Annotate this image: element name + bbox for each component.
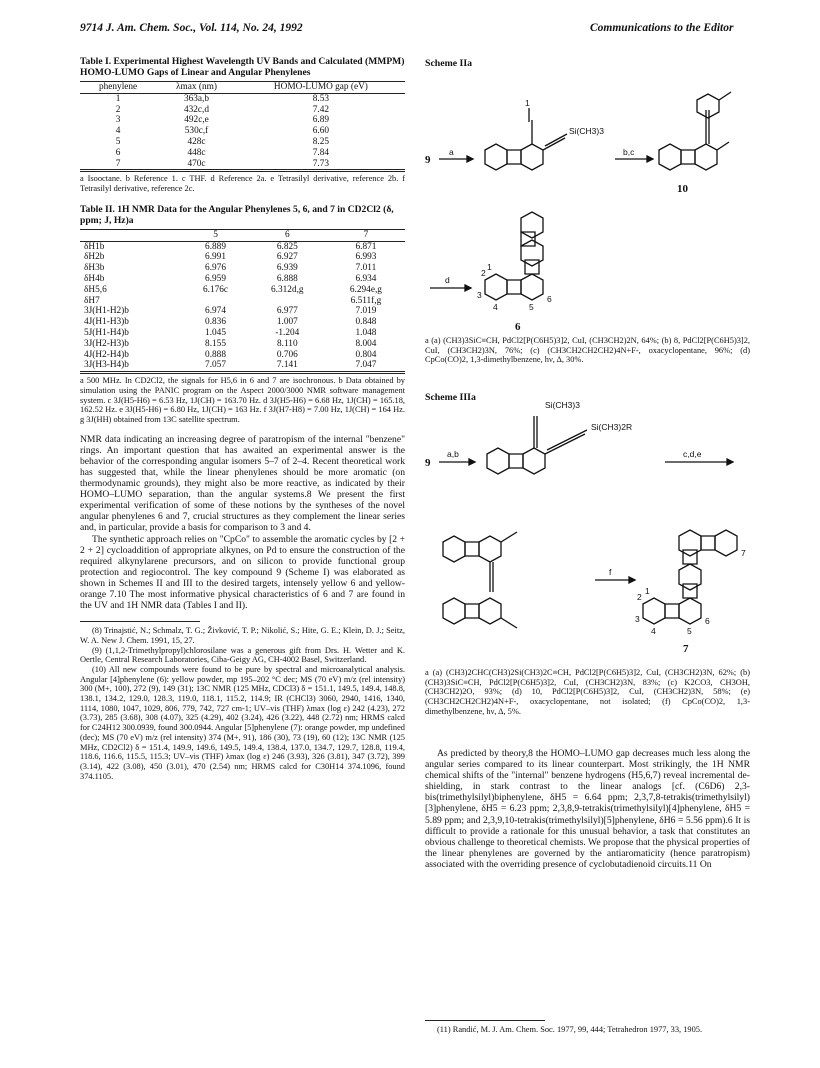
benzene-ring bbox=[443, 536, 465, 562]
table2-row bbox=[80, 241, 405, 252]
table2-cell: δH7 bbox=[84, 295, 100, 306]
benzene-ring bbox=[695, 144, 717, 170]
table1-row bbox=[80, 93, 405, 104]
arrow-head bbox=[727, 459, 733, 465]
table1-row bbox=[80, 105, 405, 116]
benzene-ring bbox=[679, 530, 701, 556]
table1-cell: 428c bbox=[187, 136, 206, 147]
compound-9-label: 9 bbox=[425, 457, 431, 469]
left-column bbox=[80, 56, 405, 781]
table2-cell: 3J(H2-H3)b bbox=[84, 338, 129, 349]
scheme3-figure bbox=[425, 400, 746, 655]
table2-cell: 6.959 bbox=[205, 273, 226, 284]
table2-cell: δH1b bbox=[84, 241, 105, 252]
arrow-label-d: d bbox=[445, 275, 450, 285]
benzene-ring bbox=[521, 144, 543, 170]
table2-cell: 8.110 bbox=[277, 338, 298, 349]
footnote-8: (8) Trinajstić, N.; Schmalz, T. G.; Živković, T. P.; Nikolić, S.; Hite, G. E.; Klein, D. J.; Seitz, W. A. New J. Chem. 1991, 15, 27. bbox=[80, 626, 405, 645]
table1-cell: 8.53 bbox=[312, 93, 330, 104]
atom-label: 4 bbox=[651, 626, 656, 636]
table1-header-row bbox=[80, 82, 405, 94]
compound-7-label: 7 bbox=[683, 643, 689, 655]
table2-cell: 6.871 bbox=[355, 241, 377, 252]
table1-row bbox=[80, 148, 405, 159]
table1-row bbox=[80, 159, 405, 170]
table2-row bbox=[80, 285, 405, 296]
table2-cell: 6.974 bbox=[205, 306, 226, 317]
table2-row bbox=[80, 360, 405, 371]
table2-cell: 8.155 bbox=[205, 338, 226, 349]
table1-cell: 6.89 bbox=[312, 115, 330, 126]
benzene-ring bbox=[485, 144, 507, 170]
table2-cell: 6.934 bbox=[355, 273, 377, 284]
alkyne-bond bbox=[543, 138, 565, 150]
table1-cell: 6.60 bbox=[312, 126, 330, 137]
table2-cell: 6.312d,g bbox=[271, 284, 304, 295]
arrow-label-f: f bbox=[609, 567, 612, 577]
table1-row bbox=[80, 126, 405, 137]
table2-cell: δH5,6 bbox=[84, 284, 107, 295]
atom-label: 5 bbox=[687, 626, 692, 636]
table1-cell: 492c,e bbox=[184, 115, 209, 126]
atom-label: 3 bbox=[635, 614, 640, 624]
table1-cell: 6 bbox=[115, 147, 121, 158]
table2-cell: 1.007 bbox=[276, 317, 298, 328]
running-header-left: 9714 J. Am. Chem. Soc., Vol. 114, No. 24, 1992 bbox=[80, 22, 303, 34]
table1-cell: 2 bbox=[115, 104, 121, 115]
table1-cell: 3 bbox=[115, 115, 121, 126]
table2-cell: 0.706 bbox=[276, 349, 298, 360]
compound-6-label: 6 bbox=[515, 321, 521, 333]
table2-cell: 7.011 bbox=[355, 263, 377, 274]
footnote-10: (10) All new compounds were found to be pure by spectral and microanalytical analysis. Angular [4]phenylene (6): yellow powder, mp 195–202 °C dec; MS (70 eV) m/z (rel intensity) 300 (M+, 100), 272 (9), 149 (31); 13C NMR (125 MHz, CDCl3) δ = 151.1, 149.5, 149.4, 148.8, 138.1, 134.2, 129.0, 128.3, 119.0, 118.1, 115.2, 114.9; IR (CHCl3) 3060, 2940, 1416, 1340, 1114, 1080, 1047, 1029, 806, 779, 742, 727 cm-1; UV–vis (THF) λmax (log ε) 242 (4.23), 272 (3.73), 285 (3.68), 308 (4.07), 325 (4.29), 402 (3.24), 426 (3.22), 448 (2.72) nm; HRMS calcd for C24H12 300.0939, found 300.0944. Angular [5]phenylene (7): orange powder, mp undefined (dec); MS (70 eV) m/z (rel intensity) 374 (M+, 91), 186 (30), 73 (19), 60 (12); 13C NMR (125 MHz, CD2Cl2) δ = 151.4, 149.9, 149.6, 149.5, 149.4, 138.4, 137.0, 134.7, 129.7, 128.8, 119.4, 118.6, 116.6, 115.5, 115.3; UV–vis (THF) λmax (log ε) 246 (3.93), 326 (3.81), 347 (3.72), 399 (3.14), 422 (3.08), 450 (3.01), 470 (2.54) nm; HRMS calcd for C30H14 374.1096, found 374.1105. bbox=[80, 664, 405, 781]
benzene-ring bbox=[679, 564, 701, 590]
atom-label: 3 bbox=[477, 290, 482, 300]
footnote-11: (11) Randić, M. J. Am. Chem. Soc. 1977, 99, 444; Tetrahedron 1977, 33, 1905. bbox=[437, 1025, 703, 1034]
compound-10-label: 10 bbox=[677, 183, 688, 195]
table2-col-header bbox=[80, 229, 183, 241]
table1-cell: 4 bbox=[115, 126, 121, 137]
table2-cell: 1.048 bbox=[355, 327, 377, 338]
alkyne-bond bbox=[545, 434, 585, 454]
atom-label: 6 bbox=[547, 294, 552, 304]
benzene-ring bbox=[487, 448, 509, 474]
benzene-ring bbox=[521, 274, 543, 300]
benzene-ring bbox=[659, 144, 681, 170]
table1-row bbox=[80, 115, 405, 126]
cyclobutadiene-ring bbox=[681, 150, 695, 164]
arrow-label-ab: a,b bbox=[447, 449, 459, 459]
table1 bbox=[80, 81, 405, 170]
arrow-head bbox=[467, 156, 473, 162]
table2-caption: Table II. 1H NMR Data for the Angular Phenylenes 5, 6, and 7 in CD2Cl2 (δ, ppm; J, Hz)a bbox=[80, 203, 394, 226]
table2-cell: δH4b bbox=[84, 273, 105, 284]
table2-col-header: 6 bbox=[248, 229, 327, 241]
table1-cell: 1 bbox=[115, 93, 121, 104]
table2-cell: 6.927 bbox=[276, 252, 298, 263]
alkyne-bond bbox=[717, 142, 729, 150]
table2-header-row bbox=[80, 229, 405, 241]
atom-label: 7 bbox=[741, 548, 746, 558]
arrow-label-a: a bbox=[449, 147, 454, 157]
alkyne-bond bbox=[547, 430, 587, 450]
compound-9-label: 9 bbox=[425, 154, 431, 166]
benzene-ring bbox=[643, 598, 665, 624]
table2-cell bbox=[183, 296, 247, 307]
atom-label-1: 1 bbox=[525, 98, 530, 108]
arrow-label-bc: b,c bbox=[623, 147, 635, 157]
scheme3-footnote: a (a) (CH3)2CHC(CH3)2Si(CH3)2C≡CH, PdCl2[P(C6H5)3]2, CuI, (CH3CH2)3N, 62%; (b) (CH3)3SiC≡CH, PdCl2[P(C6H5)3]2, CuI, (CH3CH2)3N, 83%; (c) K2CO3, CH3OH, (CH3CH2)2O, 93%; (d) 10, PdCl2[P(C6H5)3]2, CuI, (CH3CH2)3N, 58%; (e) (CH3CH2CH2CH2)4N+F-, oxacyclopentane, not isolated; (f) CpCo(CO)2, 1,3-dimethylbenzene, hν, Δ, 5%. bbox=[425, 668, 750, 716]
table2-cell: 6.977 bbox=[276, 306, 298, 317]
cyclobutadiene-ring bbox=[507, 150, 521, 164]
table2-cell: 7.141 bbox=[276, 360, 298, 371]
table1-cell: 7.73 bbox=[312, 158, 330, 169]
table2-row bbox=[80, 296, 405, 307]
footnote-9: (9) (1,1,2-Trimethylpropyl)chlorosilane was a generous gift from Drs. H. Wetter and K. Oertle, Central Research Laboratories, Ciba-Geigy AG, CH-4002 Basel, Switzerland. bbox=[80, 645, 405, 665]
silyl-label: Si(CH3)2R bbox=[591, 422, 633, 432]
table1-cell: 470c bbox=[187, 158, 206, 169]
benzene-ring bbox=[521, 240, 543, 266]
table2-col-header: 7 bbox=[327, 229, 405, 241]
atom-label: 4 bbox=[493, 302, 498, 312]
scheme2-title: Scheme IIa bbox=[425, 58, 473, 69]
scheme3-title: Scheme IIIa bbox=[425, 392, 476, 403]
benzene-ring bbox=[479, 536, 501, 562]
table1-cell: 7.84 bbox=[312, 147, 330, 158]
benzene-ring bbox=[479, 598, 501, 624]
scheme2-footnote: a (a) (CH3)3SiC≡CH, PdCl2[P(C6H5)3]2, CuI, (CH3CH2)2N, 64%; (b) 8, PdCl2[P(C6H5)3]2, CuI, (CH3CH2)3N, 76%; (c) (CH3CH2CH2CH2)4N+F-, oxacyclopentane, 96%; (d) CpCo(CO)2, 1,3-dimethylbenzene, hν, Δ, 30%. bbox=[425, 336, 750, 365]
alkyne-bond bbox=[501, 618, 517, 628]
table2-cell: 6.993 bbox=[355, 252, 377, 263]
arrow-head bbox=[629, 577, 635, 583]
table1-cell: 8.25 bbox=[312, 136, 330, 147]
cyclobutadiene-ring bbox=[665, 604, 679, 618]
benzene-ring bbox=[679, 598, 701, 624]
table1-cell: 5 bbox=[115, 136, 121, 147]
cyclobutadiene-ring bbox=[465, 542, 479, 556]
benzene-ring bbox=[715, 530, 737, 556]
table2-body bbox=[80, 241, 405, 372]
arrow-head bbox=[465, 285, 471, 291]
cyclobutadiene-ring bbox=[525, 260, 539, 274]
atom-label: 2 bbox=[637, 592, 642, 602]
table2-cell: 0.804 bbox=[355, 349, 377, 360]
benzene-ring bbox=[443, 598, 465, 624]
table1-col-header: λmax (nm) bbox=[156, 82, 237, 94]
table2-cell: 6.176c bbox=[202, 284, 229, 295]
table2-cell: 6.888 bbox=[276, 273, 298, 284]
table2-cell: 4J(H2-H4)b bbox=[84, 349, 129, 360]
table2-cell: 3J(H3-H4)b bbox=[84, 360, 129, 371]
atom-label: 1 bbox=[487, 262, 492, 272]
table2-cell: 5J(H1-H4)b bbox=[84, 327, 129, 338]
footnote-divider bbox=[80, 621, 200, 622]
table2-cell: 3J(H1-H2)b bbox=[84, 306, 129, 317]
table2-cell: 6.294e,g bbox=[349, 284, 382, 295]
table1-body bbox=[80, 93, 405, 170]
table2-row bbox=[80, 274, 405, 285]
table1-col-header: phenylene bbox=[80, 82, 156, 94]
table2-cell: 0.848 bbox=[355, 317, 377, 328]
table2-cell bbox=[248, 296, 327, 307]
table2-row bbox=[80, 317, 405, 328]
footnote-divider bbox=[425, 1020, 545, 1021]
atom-label: 6 bbox=[705, 616, 710, 626]
alkyne-bond bbox=[545, 134, 567, 146]
benzene-ring bbox=[521, 212, 543, 238]
arrow-head bbox=[647, 156, 653, 162]
table2-footnote: a 500 MHz. In CD2Cl2, the signals for H5,6 in 6 and 7 are isochronous. b Data obtained by simulation using the PANIC program on the Aspect 2000/3000 NMR software management system. c 3J(H5-H6) = 6.53 Hz, 1J(CH) = 163.70 Hz. d 3J(H5-H6) = 6.68 Hz, 1J(CH) = 165.18, 162.52 Hz. e 3J(H5-H6) = 6.80 Hz, 1J(CH) = 163 Hz. f 3J(H7-H8) = 7.00 Hz, 1J(CH) = 164 Hz. g 3J(HH) obtained from 13C satellite spectrum. bbox=[80, 373, 405, 425]
table2-row bbox=[80, 306, 405, 317]
alkyne-bond bbox=[719, 92, 731, 100]
cyclobutadiene-ring bbox=[509, 454, 523, 468]
body-paragraph: The synthetic approach relies on "CpCo" to assemble the aromatic cycles by [2 + 2 + 2] cycloaddition of appropriate alkynes, on Pd to ensure the construction of the required alkynylarene precursors, and on silicon to provide functional group protection and regiocontrol. The key compound 9 (Scheme I) was elaborated as shown in Schemes II and III to the desired targets, intensely yellow 6 and yellow-orange 7.10 The most informative physical characteristics of 6 and 7 are found in the UV and 1H NMR data (Tables I and II). bbox=[80, 533, 405, 612]
table2-row bbox=[80, 350, 405, 361]
table2-cell: 1.045 bbox=[205, 327, 226, 338]
table1-cell: 363a,b bbox=[183, 93, 210, 104]
table2-cell: 8.004 bbox=[355, 338, 377, 349]
table1-cell: 432c,d bbox=[183, 104, 210, 115]
table2-cell: 0.836 bbox=[205, 317, 226, 328]
table2-cell: 6.511f,g bbox=[350, 295, 382, 306]
tms-label: Si(CH3)3 bbox=[569, 126, 604, 136]
table1-cell: 7.42 bbox=[312, 104, 330, 115]
table2-cell: 6.825 bbox=[276, 241, 298, 252]
cyclobutadiene-ring bbox=[507, 280, 521, 294]
atom-label: 1 bbox=[645, 586, 650, 596]
table2-row bbox=[80, 339, 405, 350]
table1-cell: 7 bbox=[115, 158, 121, 169]
cyclobutadiene-ring bbox=[683, 550, 697, 564]
table2-cell: δH2b bbox=[84, 252, 105, 263]
table2-cell: 6.976 bbox=[205, 263, 226, 274]
running-header-right: Communications to the Editor bbox=[590, 22, 734, 34]
table2-cell: 7.019 bbox=[355, 306, 377, 317]
atom-label: 5 bbox=[529, 302, 534, 312]
scheme2-figure bbox=[425, 70, 745, 333]
cyclobutadiene-ring bbox=[683, 584, 697, 598]
body-paragraph: NMR data indicating an increasing degree of paratropism of the internal "benzene" rings. An important question that has awaited an experimental answer is the behavior of the corresponding angular isomers 5–7 of 2–4. Recent theoretical work has suggested that, while the linear phenylenes should be more aromatic (on thermodynamic grounds), they might also be more reactive, as indicated by their HOMO–LUMO separation, than the angular systems.8 We present the first experimental verification of some of these notions by the syntheses of the novel angular phenylenes 6 and 7, crucial structures as they complement the linear series and, in particular, provide a basis for comparison to 3 and 4. bbox=[80, 433, 405, 534]
benzene-ring bbox=[485, 274, 507, 300]
table1-footnote: a Isooctane. b Reference 1. c THF. d Reference 2a. e Tetrasilyl derivative, reference 2b. f Tetrasilyl derivative, reference 2c. bbox=[80, 171, 405, 193]
table1-cell: 448c bbox=[187, 147, 206, 158]
table2-col-header: 5 bbox=[183, 229, 247, 241]
table1-caption: Table I. Experimental Highest Wavelength UV Bands and Calculated (MMPM) HOMO-LUMO Gaps of Linear and Angular Phenylenes bbox=[80, 56, 405, 78]
table2-cell: 4J(H1-H3)b bbox=[84, 317, 129, 328]
table2-cell: 6.991 bbox=[205, 252, 226, 263]
table2-cell: 6.939 bbox=[276, 263, 298, 274]
table2-cell: 6.889 bbox=[205, 241, 226, 252]
cyclobutadiene-ring bbox=[701, 536, 715, 550]
benzene-ring bbox=[523, 448, 545, 474]
table1-cell: 530c,f bbox=[184, 126, 209, 137]
table2-cell: -1.204 bbox=[275, 327, 300, 338]
table2-cell: 0.888 bbox=[205, 349, 226, 360]
table1-row bbox=[80, 137, 405, 148]
table2 bbox=[80, 229, 405, 372]
alkyne-bond bbox=[501, 532, 517, 542]
benzene-ring bbox=[697, 94, 719, 118]
table1-col-header: HOMO-LUMO gap (eV) bbox=[237, 82, 405, 94]
table2-cell: 7.057 bbox=[205, 360, 226, 371]
table2-row bbox=[80, 263, 405, 274]
arrow-label-cde: c,d,e bbox=[683, 449, 702, 459]
cyclobutadiene-ring bbox=[521, 232, 535, 246]
table2-cell: 7.047 bbox=[355, 360, 377, 371]
tms-label: Si(CH3)3 bbox=[545, 400, 580, 410]
arrow-head bbox=[469, 459, 475, 465]
body-paragraph-right: As predicted by theory,8 the HOMO–LUMO gap decreases much less along the angular series compared to its linear counterpart. Most strikingly, the 1H NMR chemical shifts of the "internal" benzene hydrogens (H5,6,7) reveal incremental de-shielding, in stark contrast to the linear analogs [cf. (C6D6) 2,3-bis(trimethylsilyl)biphenylene, δH5 = 6.64 ppm; 2,3,7,8-tetrakis(trimethylsilyl)[3]phenylene, δH5 = 6.23 ppm; 2,3,8,9-tetrakis(trimethylsilyl)[4]phenylene, δH5 = 5.89 ppm; and 2,3,9,10-tetrakis(trimethylsilyl)[5]phenylene, δH6 = 5.56 ppm).6 It is difficult to provide a rationale for this unusual behavior, a task that constitutes an obvious challenge to theoretical chemists. We propose that the physical properties of the linear phenylenes are governed by the antiaromaticity (hence paratropism) associated with the overriding presence of cyclobutadienoid circuits.11 On bbox=[425, 748, 750, 870]
table2-row bbox=[80, 328, 405, 339]
table2-row bbox=[80, 252, 405, 263]
atom-label: 2 bbox=[481, 268, 486, 278]
table2-cell: δH3b bbox=[84, 263, 105, 274]
cyclobutadiene-ring bbox=[465, 604, 479, 618]
